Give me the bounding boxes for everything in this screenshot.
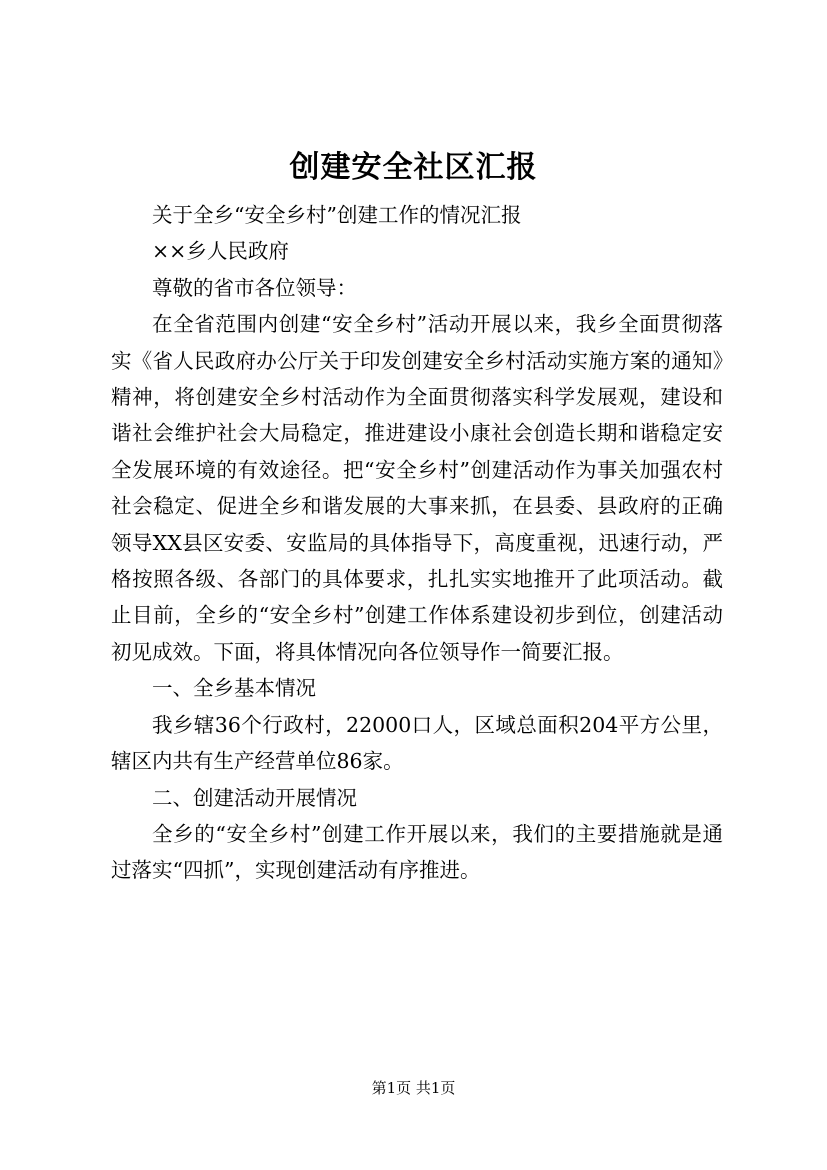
section-heading-basic-info: 一、全乡基本情况 <box>152 676 316 701</box>
report-subject-line: 关于全乡“安全乡村”创建工作的情况汇报 <box>152 203 522 227</box>
salutation: 尊敬的省市各位领导： <box>152 275 357 300</box>
basic-info-paragraph: 我乡辖36个行政村，22000口人，区域总面积204平方公里，辖区内共有生产经营单位86家。 <box>111 712 723 774</box>
intro-paragraph: 在全省范围内创建“安全乡村”活动开展以来，我乡全面贯彻落实《省人民政府办公厅关于印发创建安全乡村活动实施方案的通知》精神，将创建安全乡村活动作为全面贯彻落实科学发展观，建设和谐社会维护社会大局稳定，推进建设小康社会创造长期和谐稳定安全发展环境的有效途径。把“安全乡村”创建活动作为事关加强农村社会稳定、促进全乡和谐发展的大事来抓，在县委、县政府的正确领导XX县区安委、安监局的具体指导下，高度重视，迅速行动，严格按照各级、各部门的具体要求，扎扎实实地推开了此项活动。截止目前，全乡的“安全乡村”创建工作体系建设初步到位，创建活动初见成效。下面，将具体情况向各位领导作一简要汇报。 <box>111 312 723 664</box>
activities-paragraph: 全乡的“安全乡村”创建工作开展以来，我们的主要措施就是通过落实“四抓”，实现创建活动有序推进。 <box>111 821 723 883</box>
document-title: 创建安全社区汇报 <box>289 150 538 185</box>
page-footer: 第1页 共1页 <box>371 1079 456 1097</box>
section-heading-activities: 二、创建活动开展情况 <box>152 785 357 810</box>
document-body <box>111 197 723 889</box>
issuer-line: ××乡人民政府 <box>152 239 289 264</box>
